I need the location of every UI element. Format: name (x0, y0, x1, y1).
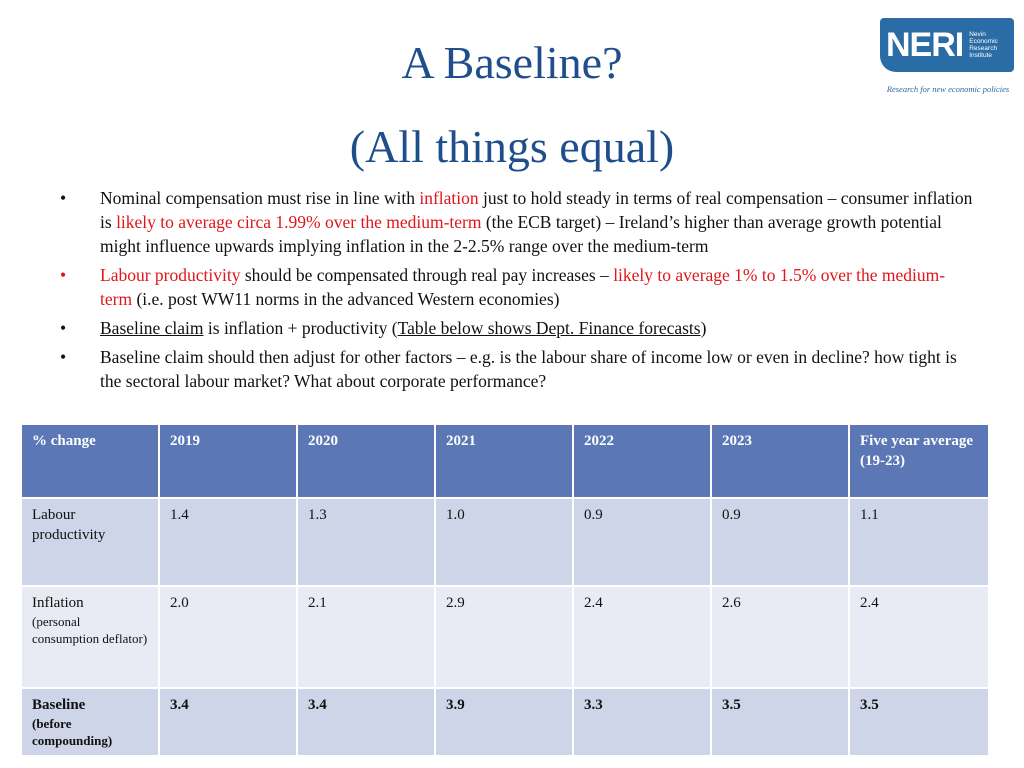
bullet-other-factors (56, 345, 976, 393)
table-cell: 3.3 (573, 688, 711, 756)
row-label-sub: (before compounding) (32, 716, 113, 748)
bullet-underlined: Baseline claim (100, 318, 204, 338)
table-header-cell: 2019 (159, 424, 297, 498)
row-label (21, 498, 159, 586)
bullet-highlight: likely to average 1% to 1.5% over the medium-term (100, 265, 946, 309)
table-cell: 3.9 (435, 688, 573, 756)
table-cell: 2.9 (435, 586, 573, 688)
row-label (21, 688, 159, 756)
bullet-inflation (56, 186, 976, 258)
bullet-highlight: Labour productivity (100, 265, 241, 285)
bullet-dot-icon: • (60, 318, 67, 338)
table-cell: 1.1 (849, 498, 989, 586)
neri-logo-box (880, 18, 1014, 72)
table-cell: 1.0 (435, 498, 573, 586)
table-header-cell: 2021 (435, 424, 573, 498)
table-header-row (21, 424, 989, 498)
table-row (21, 586, 989, 688)
bullet-text: ) (700, 318, 707, 338)
table-cell: 2.4 (849, 586, 989, 688)
bullet-text: is inflation + productivity ( (203, 318, 398, 338)
bullet-text: just to hold steady in terms of real compensation – consumer inflation is (100, 188, 973, 232)
slide-subtitle: (All things equal) (349, 121, 675, 172)
table-cell: 3.5 (849, 688, 989, 756)
logo-wordmark: NERI (886, 26, 964, 64)
row-label (21, 586, 159, 688)
table-cell: 1.3 (297, 498, 435, 586)
bullet-highlight: inflation (419, 188, 479, 208)
table-header-cell: 2022 (573, 424, 711, 498)
row-label-sub: (personal consumption deflator) (32, 614, 148, 646)
bullet-dot-icon: • (60, 347, 67, 367)
table-cell: 2.1 (297, 586, 435, 688)
bullet-highlight: likely to average circa 1.99% over the medium-term (116, 212, 482, 232)
table-cell: 0.9 (711, 498, 849, 586)
forecast-table (20, 423, 990, 757)
bullet-list (56, 186, 976, 398)
row-label-text: Inflation (32, 595, 84, 611)
table-header-cell: % change (21, 424, 159, 498)
slide-title: A Baseline? (401, 37, 623, 88)
table-cell: 3.5 (711, 688, 849, 756)
bullet-text: (the ECB target) – Ireland’s higher than average growth potential might influence upwards implying inflation in the 2-2.5% range over the medium-term (100, 212, 942, 256)
table-cell: 3.4 (159, 688, 297, 756)
bullet-baseline-claim (56, 316, 976, 340)
bullet-text: (i.e. post WW11 norms in the advanced Western economies) (132, 289, 560, 309)
table-cell: 3.4 (297, 688, 435, 756)
table-cell: 0.9 (573, 498, 711, 586)
table-cell: 1.4 (159, 498, 297, 586)
table-header-cell: 2023 (711, 424, 849, 498)
table-cell: 2.0 (159, 586, 297, 688)
table-cell: 2.4 (573, 586, 711, 688)
table-header-cell: 2020 (297, 424, 435, 498)
neri-logo (880, 18, 1016, 94)
row-label-text: Baseline (32, 697, 86, 713)
bullet-text: Baseline claim should then adjust for other factors – e.g. is the labour share of income low or even in decline? how tight is the sectoral labour market? What about corporate performance? (100, 347, 957, 391)
table-cell: 2.6 (711, 586, 849, 688)
bullet-productivity (56, 263, 976, 311)
bullet-dot-icon: • (60, 265, 67, 285)
bullet-text: should be compensated through real pay increases – (240, 265, 614, 285)
bullet-dot-icon: • (60, 188, 67, 208)
table-header-cell: Five year average (19-23) (849, 424, 989, 498)
bullet-text: Nominal compensation must rise in line with (100, 188, 420, 208)
logo-tagline: Research for new economic policies (886, 84, 1010, 94)
table-row (21, 498, 989, 586)
logo-institute-name: Nevin Economic Research Institute (969, 31, 998, 59)
table-row (21, 688, 989, 756)
row-label-text: Labour productivity (32, 507, 106, 543)
bullet-underlined: Table below shows Dept. Finance forecasts (397, 318, 701, 338)
